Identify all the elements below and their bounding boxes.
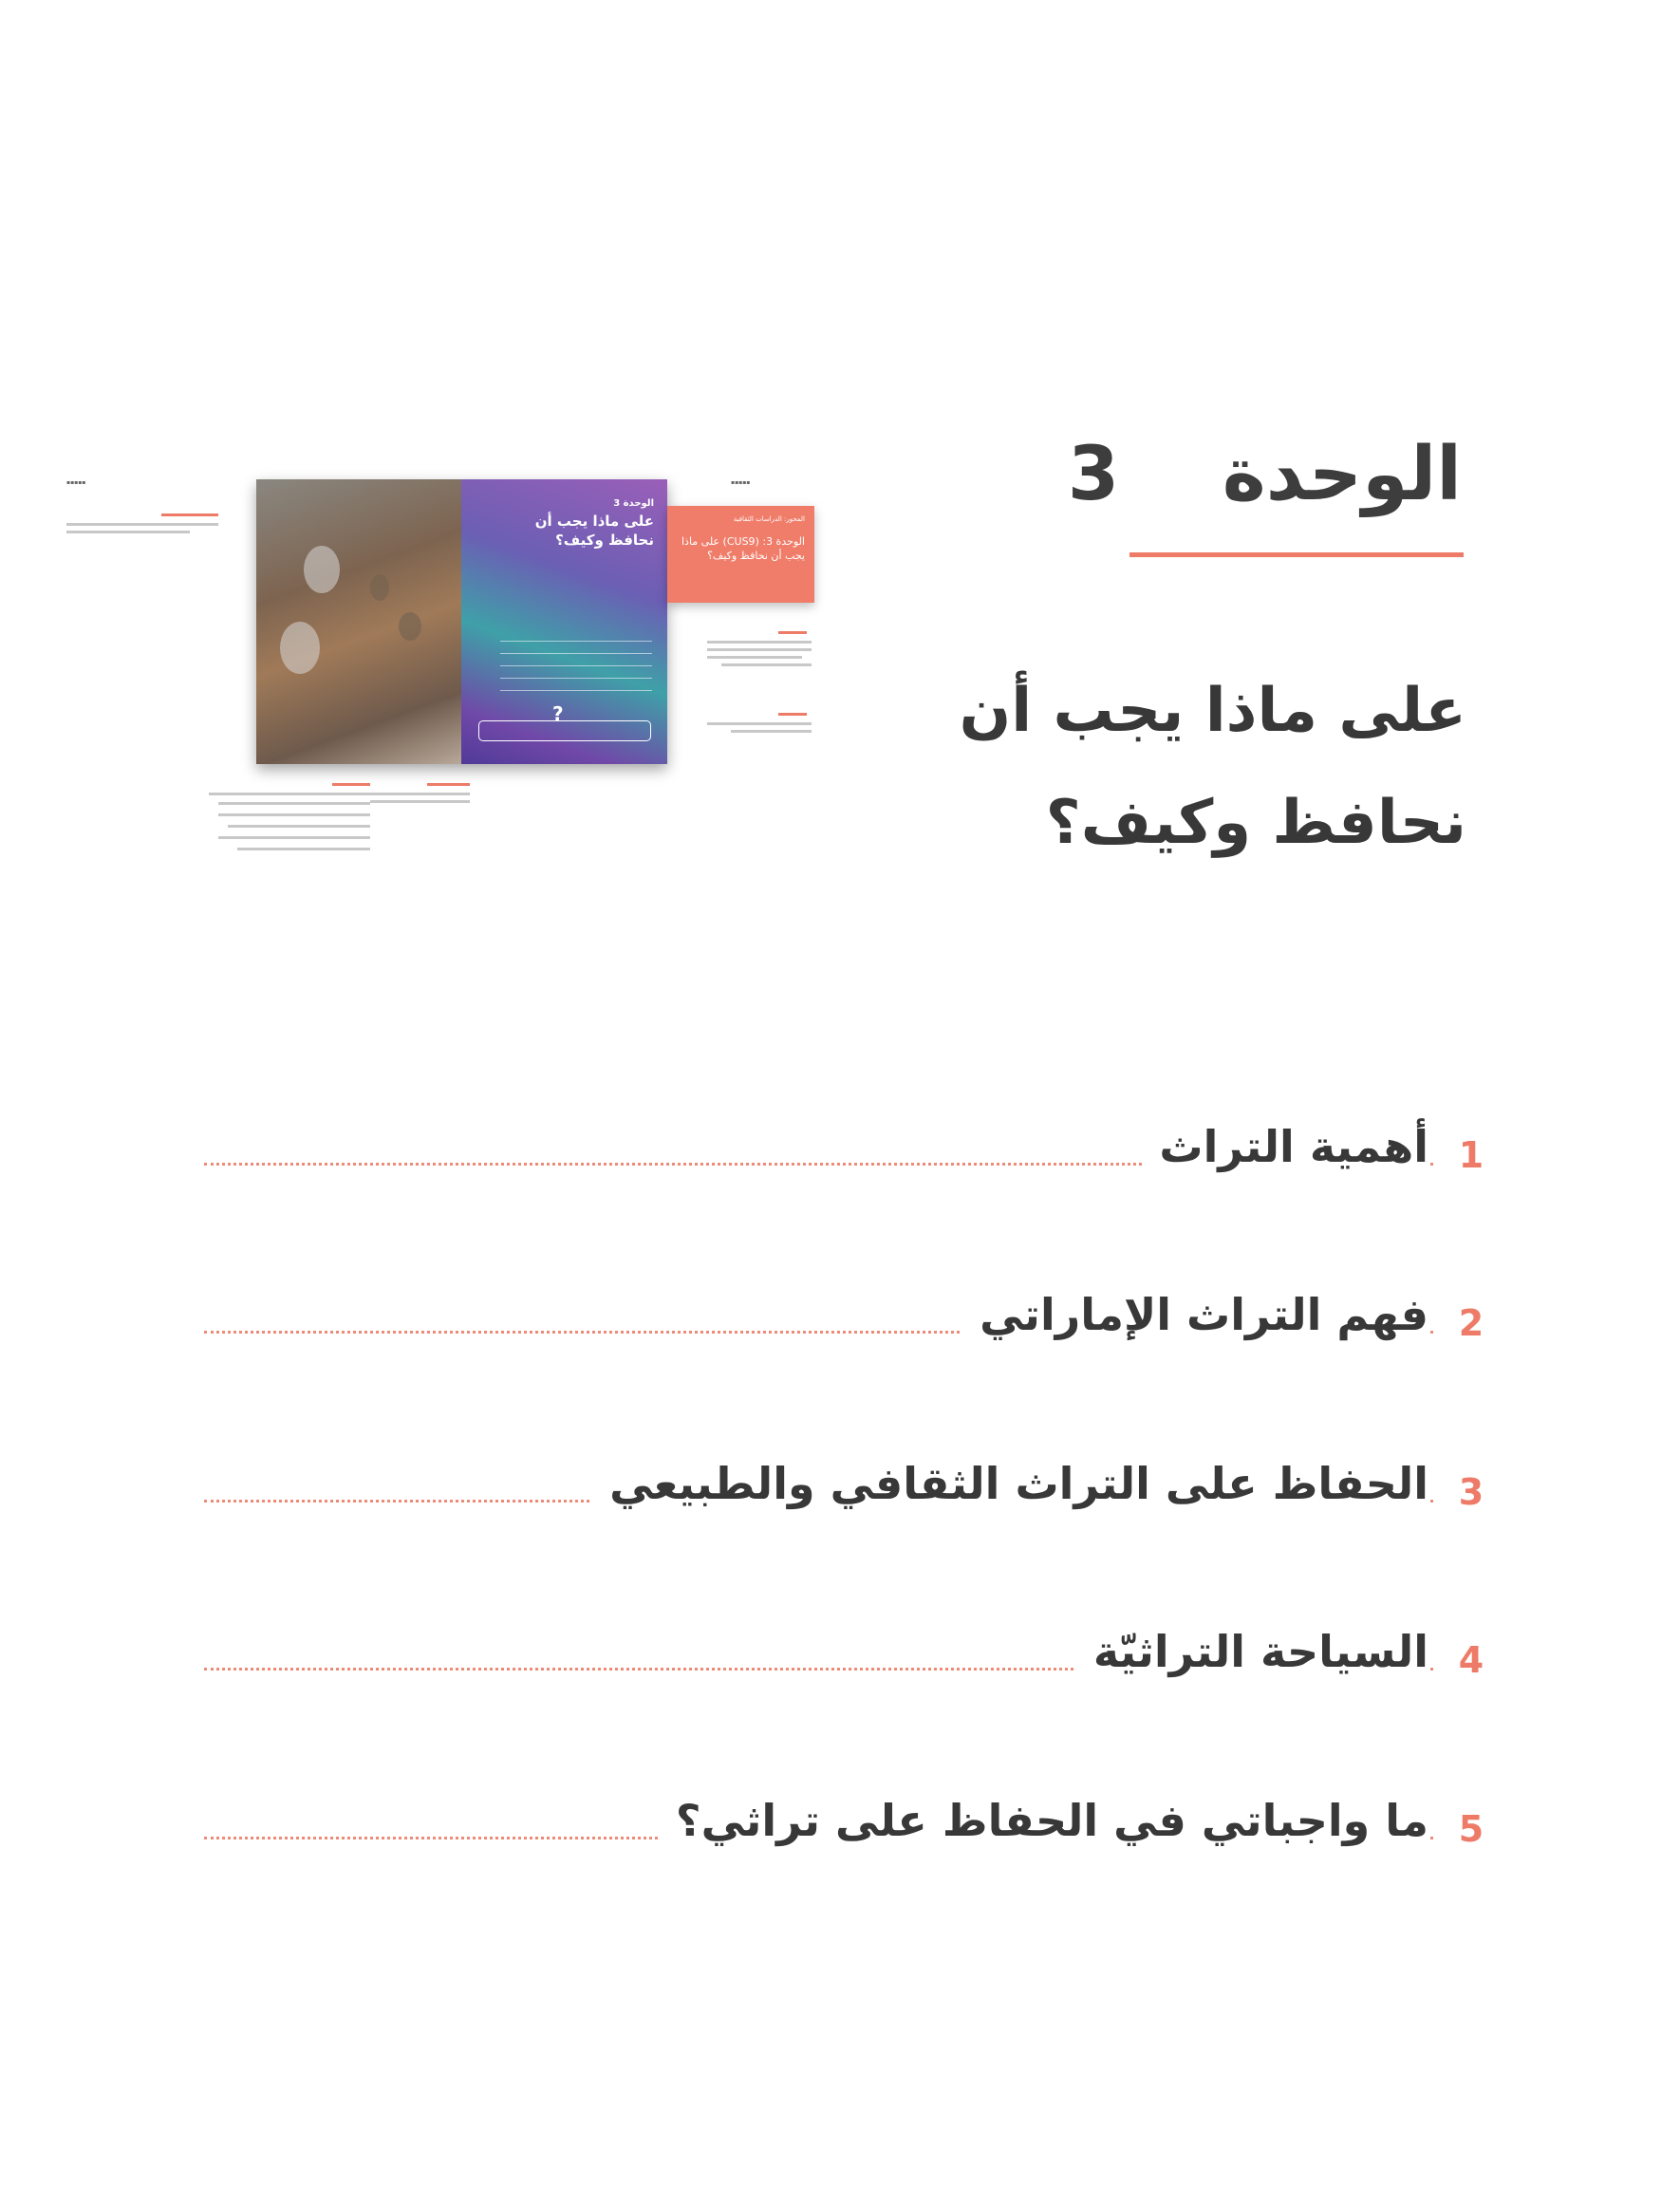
toc-item-label: فهم التراث الإماراتي — [962, 1289, 1428, 1340]
toc-item-1[interactable] — [204, 1115, 1490, 1191]
toc-item-label: ما واجباتي في الحفاظ على تراثي؟ — [659, 1795, 1428, 1846]
unit-number: 3 — [1067, 432, 1120, 517]
toc-item-number: 2 — [1458, 1302, 1484, 1344]
toc-item-label: أهمية التراث — [1142, 1121, 1428, 1172]
thumb-header-left: ▪▪▪▪▪ — [66, 479, 86, 486]
toc-item-label: السياحة التراثيّة — [1076, 1626, 1428, 1677]
toc-item-number: 3 — [1458, 1471, 1484, 1513]
toc-item-number: 4 — [1458, 1639, 1484, 1681]
unit-title-line-1: على ماذا يجب أن — [959, 676, 1466, 746]
toc-item-5[interactable] — [204, 1789, 1490, 1865]
unit-card-caption: المحور: الدراسات الثقافية — [733, 515, 805, 523]
toc-item-4[interactable] — [204, 1620, 1490, 1696]
cover-question-box — [478, 720, 651, 741]
toc-item-label: الحفاظ على التراث الثقافي والطبيعي — [592, 1458, 1428, 1509]
toc-item-number: 1 — [1458, 1134, 1484, 1176]
unit-title-line-2: نحافظ وكيف؟ — [1045, 788, 1466, 858]
heritage-photo — [256, 479, 461, 764]
toc-item-3[interactable] — [204, 1452, 1490, 1528]
cover-title: على ماذا يجب أن نحافظ وكيف؟ — [534, 513, 654, 549]
cover-unit: الوحدة 3 — [613, 498, 654, 509]
unit-card-title: الوحدة 3: (CUS9) على ماذا يجب أن نحافظ وكيف؟ — [681, 535, 805, 562]
cover-topic-list — [500, 631, 652, 693]
unit-underline — [1129, 552, 1464, 557]
unit-label: الوحدة — [1222, 432, 1462, 517]
unit-title — [802, 655, 1466, 879]
unit-card — [667, 506, 814, 603]
unit-heading — [968, 432, 1462, 517]
question-mark-icon: ? — [552, 702, 564, 725]
cover-page — [461, 479, 667, 764]
toc-item-2[interactable] — [204, 1283, 1490, 1359]
thumb-header-right: ▪▪▪▪▪ — [731, 479, 751, 486]
toc-item-number: 5 — [1458, 1808, 1484, 1850]
book-spread-thumbnail — [66, 479, 805, 897]
